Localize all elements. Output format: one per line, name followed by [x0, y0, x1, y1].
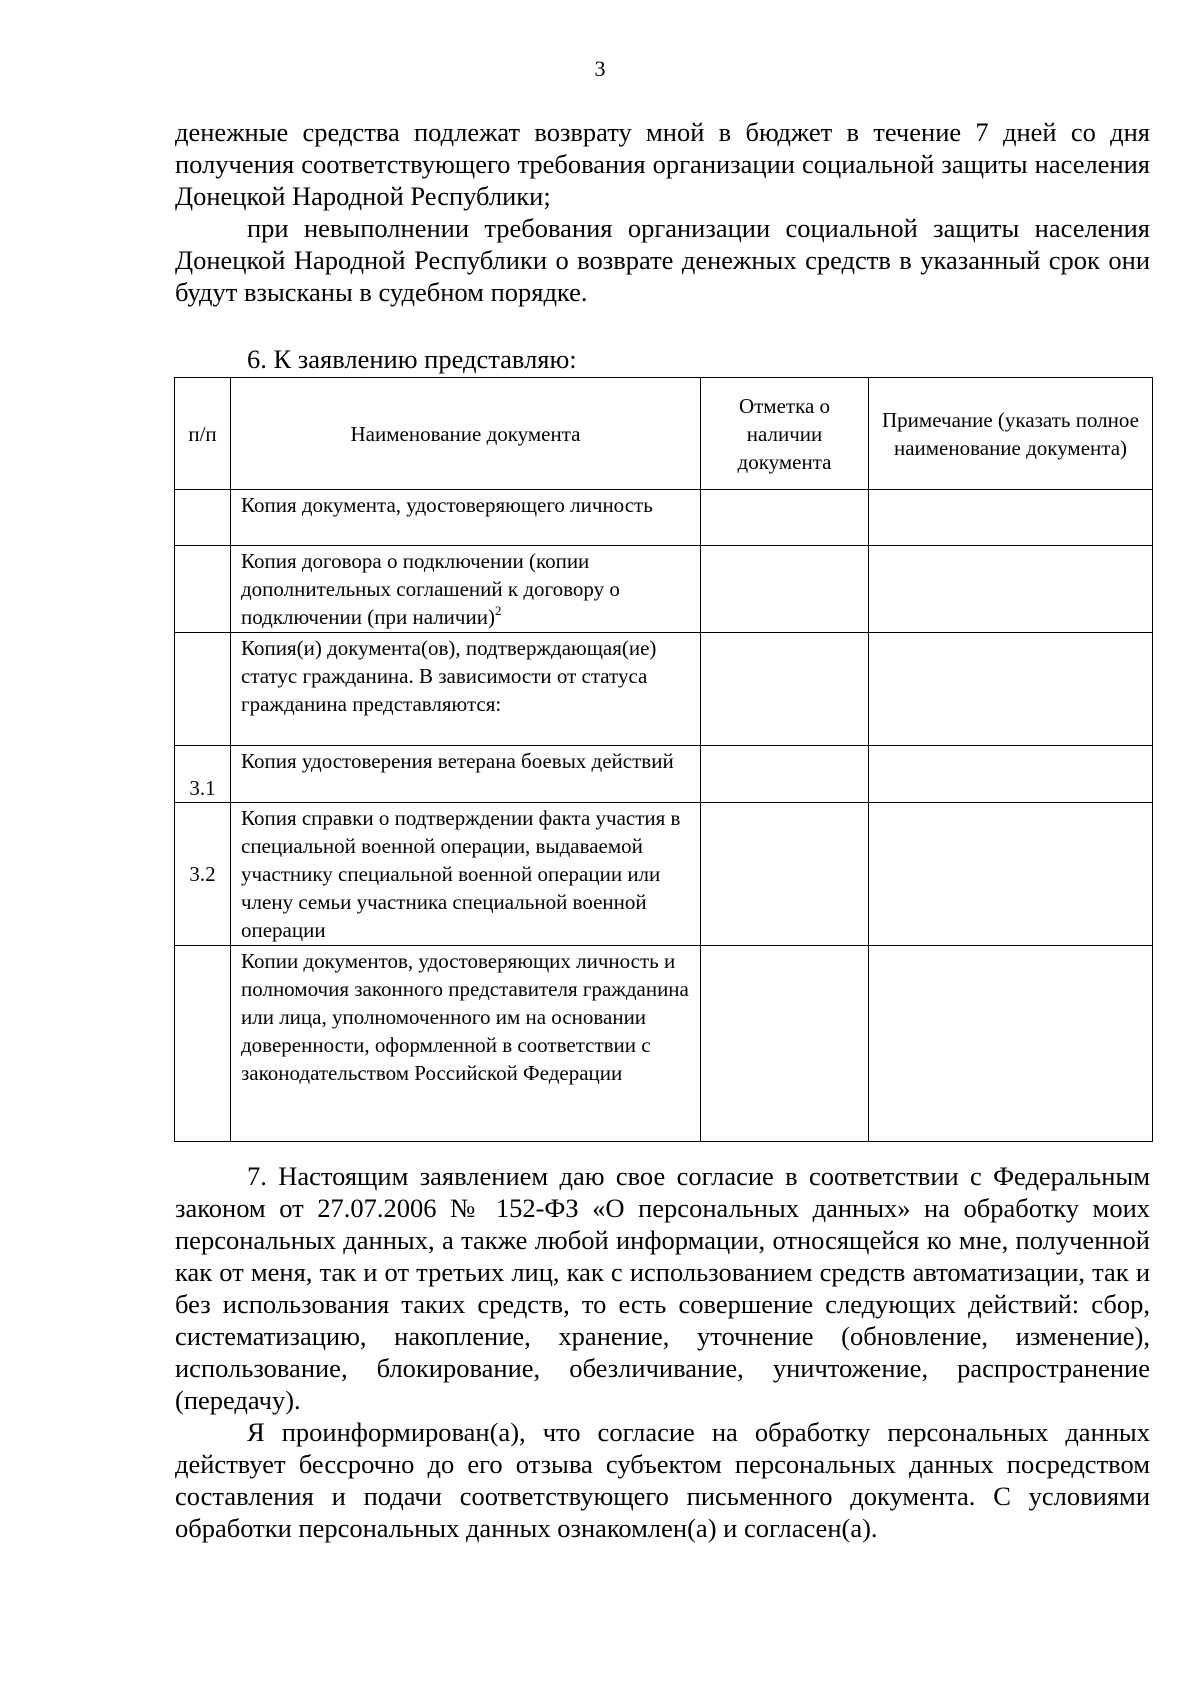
header-note: Примечание (указать полное наименование документа) [869, 378, 1153, 490]
row-note-cell[interactable] [869, 803, 1153, 946]
row-availability-mark-cell[interactable] [701, 490, 869, 546]
table-row [175, 490, 1153, 546]
paragraph-consent-validity: Я проинформирован(а), что согласие на обработку персональных данных действует бессрочно до его отзыва субъектом персональных данных посредством составления и подачи соответствующего письменного документа. С условиями обработки персональных данных ознакомлен(а) и согласен(а). [175, 1417, 1150, 1543]
document-name-text: Копия(и) документа(ов), подтверждающая(ие) статус гражданина. В зависимости от статуса гражданина представляются: [241, 636, 657, 716]
row-document-name [231, 490, 701, 546]
row-availability-mark-cell[interactable] [701, 946, 869, 1142]
header-document-name: Наименование документа [231, 378, 701, 490]
row-document-name [231, 633, 701, 746]
header-availability-mark: Отметка о наличии документа [701, 378, 869, 490]
row-availability-mark-cell[interactable] [701, 803, 869, 946]
table-row [175, 546, 1153, 633]
row-document-name [231, 746, 701, 803]
section-6-heading: 6. К заявлению представляю: [247, 344, 577, 374]
row-number [175, 490, 231, 546]
document-name-text: Копия документа, удостоверяющего личность [241, 493, 653, 517]
document-name-text: Копия удостоверения ветерана боевых действий [241, 749, 674, 773]
footnote-marker: 2 [494, 603, 502, 618]
table-header-row [175, 378, 1153, 490]
row-number: 3.1 [175, 746, 231, 803]
row-document-name [231, 546, 701, 633]
row-document-name [231, 803, 701, 946]
document-name-text: Копия договора о подключении (копии дополнительных соглашений к договору о подключении (при наличии) [241, 549, 620, 629]
paragraph-court-recovery: при невыполнении требования организации социальной защиты населения Донецкой Народной Республики о возврате денежных средств в указанный срок они будут взысканы в судебном порядке. [175, 213, 1150, 307]
row-number [175, 633, 231, 746]
document-name-text: Копия справки о подтверждении факта участия в специальной военной операции, выдаваемой участнику специальной военной операции или члену семьи участника специальной военной операции [241, 806, 681, 942]
row-note-cell[interactable] [869, 633, 1153, 746]
document-name-text: Копии документов, удостоверяющих личность и полномочия законного представителя гражданина или лица, уполномоченного им на основании доверенности, оформленной в соответствии с законодательством Российской Федерации [241, 949, 689, 1085]
paragraph-personal-data-consent: 7. Настоящим заявлением даю свое согласие в соответствии с Федеральным законом от 27.07.2006 № 152-ФЗ «О персональных данных» на обработку моих персональных данных, а также любой информации, относящейся ко мне, полученной как от меня, так и от третьих лиц, как с использованием средств автоматизации, так и без использования таких средств, то есть совершение следующих действий: сбор, систематизацию, накопление, хранение, уточнение (обновление, изменение), использование, блокирование, обезличивание, уничтожение, распространение (передачу). [175, 1161, 1150, 1415]
consent-text-block [175, 1160, 1150, 1544]
row-availability-mark-cell[interactable] [701, 633, 869, 746]
table-row [175, 803, 1153, 946]
row-note-cell[interactable] [869, 490, 1153, 546]
header-number: п/п [175, 378, 231, 490]
row-note-cell[interactable] [869, 546, 1153, 633]
paragraph-refund-deadline: денежные средства подлежат возврату мной в бюджет в течение 7 дней со дня получения соответствующего требования организации социальной защиты населения Донецкой Народной Республики; [175, 117, 1150, 211]
row-availability-mark-cell[interactable] [701, 746, 869, 803]
row-number [175, 946, 231, 1142]
table-row [175, 633, 1153, 746]
table-row [175, 946, 1153, 1142]
row-number: 3.2 [175, 803, 231, 946]
row-number [175, 546, 231, 633]
table-row [175, 746, 1153, 803]
row-document-name [231, 946, 701, 1142]
row-availability-mark-cell[interactable] [701, 546, 869, 633]
row-note-cell[interactable] [869, 746, 1153, 803]
row-note-cell[interactable] [869, 946, 1153, 1142]
documents-table [174, 377, 1153, 1142]
top-text-block [175, 116, 1150, 308]
page-number: 3 [594, 56, 606, 81]
